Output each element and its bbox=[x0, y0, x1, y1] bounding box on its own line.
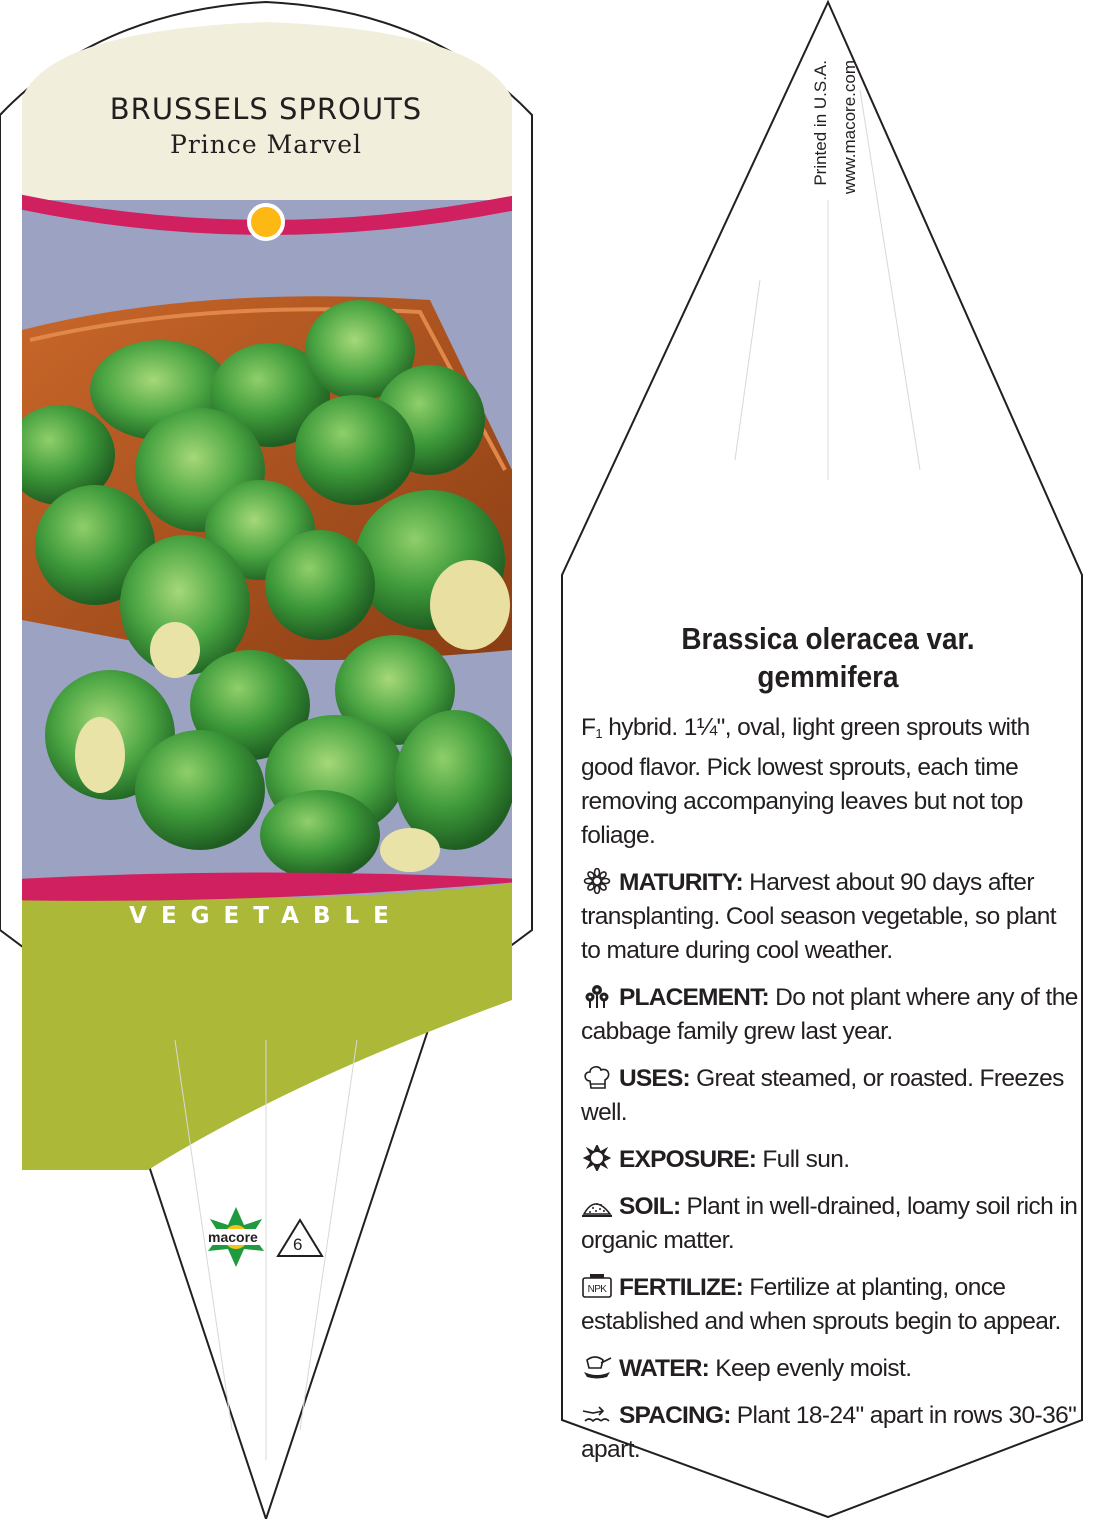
brand-name: macore bbox=[208, 1229, 258, 1245]
botanical-name bbox=[605, 620, 1051, 696]
placement-section bbox=[581, 981, 1081, 1049]
sun-icon bbox=[581, 1145, 613, 1171]
water-text: Keep evenly moist. bbox=[709, 1355, 912, 1382]
exposure-label: EXPOSURE: bbox=[619, 1146, 757, 1173]
soil-icon bbox=[581, 1192, 613, 1218]
soil-text: Plant in well-drained, loamy soil rich in organic matter. bbox=[581, 1193, 1078, 1254]
category-label: VEGETABLE bbox=[129, 903, 403, 929]
maturity-text: Harvest about 90 days after transplanting. Cool season vegetable, so plant to mature during cool weather. bbox=[581, 869, 1056, 964]
chef-hat-icon bbox=[581, 1064, 613, 1090]
printed-info bbox=[806, 60, 866, 220]
water-section bbox=[581, 1352, 1081, 1386]
svg-text:NPK: NPK bbox=[587, 1284, 607, 1295]
maturity-label: MATURITY: bbox=[619, 869, 743, 896]
fertilize-text: Fertilize at planting, once established and when sprouts begin to appear. bbox=[581, 1274, 1061, 1335]
exposure-section bbox=[581, 1143, 1081, 1177]
printed-url: www.macore.com bbox=[840, 60, 859, 195]
spacing-section bbox=[581, 1399, 1081, 1467]
uses-text: Great steamed, or roasted. Freezes well. bbox=[581, 1065, 1064, 1126]
placement-label: PLACEMENT: bbox=[619, 984, 769, 1011]
water-label: WATER: bbox=[619, 1355, 710, 1382]
flower-icon bbox=[581, 868, 613, 894]
description bbox=[581, 711, 1081, 853]
care-info bbox=[581, 711, 1081, 1480]
botanical-line-2: gemmifera bbox=[757, 659, 899, 694]
spacing-icon bbox=[581, 1401, 613, 1427]
placement-text: Do not plant where any of the cabbage family grew last year. bbox=[581, 984, 1078, 1045]
exposure-text: Full sun. bbox=[756, 1146, 850, 1173]
fertilize-label: FERTILIZE: bbox=[619, 1274, 744, 1301]
uses-section bbox=[581, 1062, 1081, 1130]
description-prefix: F bbox=[581, 714, 596, 741]
npk-icon bbox=[581, 1273, 613, 1299]
recycle-code: 6 bbox=[293, 1235, 303, 1254]
description-text: hybrid. 1¼", oval, light green sprouts with good flavor. Pick lowest sprouts, each time removing accompanying leaves but not top foliage. bbox=[581, 714, 1030, 849]
printed-country: Printed in U.S.A. bbox=[811, 60, 830, 186]
soil-section bbox=[581, 1190, 1081, 1258]
maturity-section bbox=[581, 866, 1081, 968]
variety-name: Prince Marvel bbox=[170, 130, 362, 159]
soil-label: SOIL: bbox=[619, 1193, 681, 1220]
spacing-label: SPACING: bbox=[619, 1402, 731, 1429]
spacing-text: Plant 18-24" apart in rows 30-36" apart. bbox=[581, 1402, 1077, 1463]
uses-label: USES: bbox=[619, 1065, 690, 1092]
flowers-icon bbox=[581, 983, 613, 1009]
botanical-line-1: Brassica oleracea var. bbox=[681, 621, 975, 656]
common-name: BRUSSELS SPROUTS bbox=[109, 92, 423, 126]
fertilize-section bbox=[581, 1271, 1081, 1339]
description-subscript: 1 bbox=[595, 726, 603, 741]
sun-dot bbox=[249, 205, 283, 239]
watering-can-icon bbox=[581, 1354, 613, 1380]
